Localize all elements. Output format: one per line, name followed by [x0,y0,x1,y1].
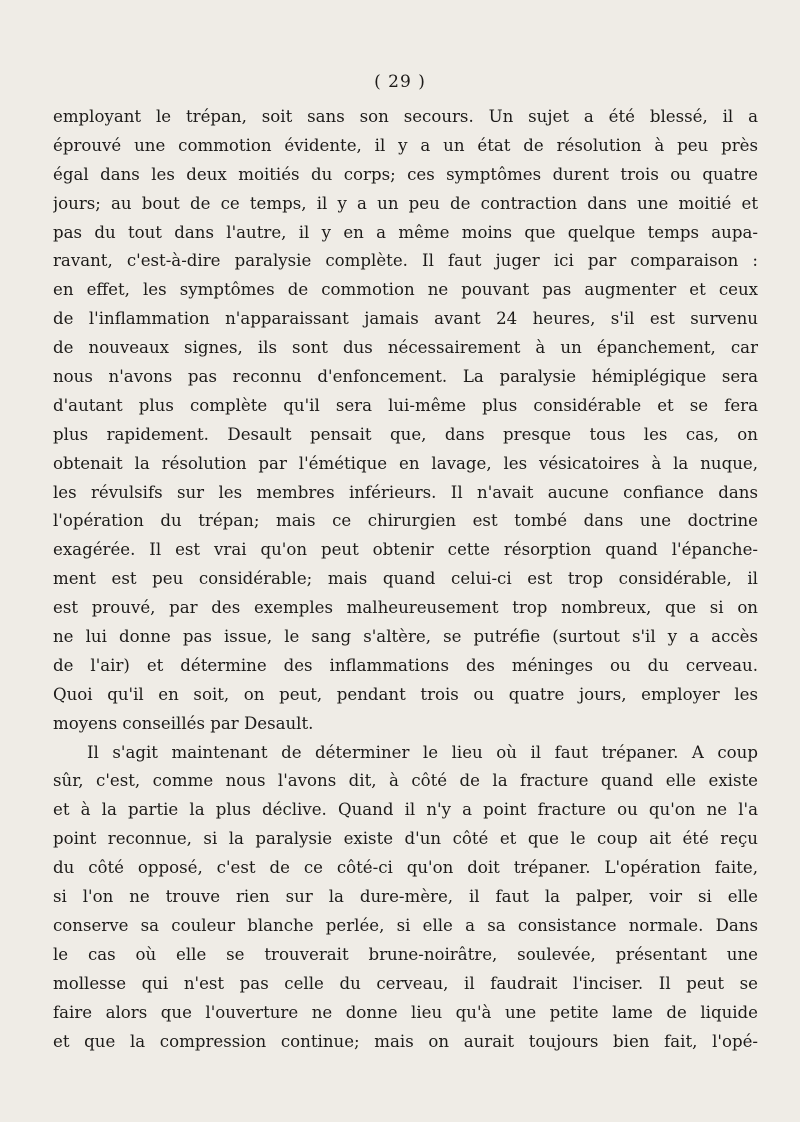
text-line: l'opération du trépan; mais ce chirurgien est tombé dans une doctrine [53,511,758,531]
text-line: exagérée. Il est vrai qu'on peut obtenir cette résorption quand l'épanche- [53,540,758,560]
text-line: obtenait la résolution par l'émétique en lavage, les vésicatoires à la nuque, [53,453,758,473]
text-line: de l'air) et détermine des inflammations des méninges ou du cerveau. [53,655,758,675]
text-line: éprouvé une commotion évidente, il y a un état de résolution à peu près [53,135,758,155]
text-line: et à la partie la plus déclive. Quand il n'y a point fracture ou qu'on ne l'a [53,800,758,820]
text-line: plus rapidement. Desault pensait que, dans presque tous les cas, on [53,424,758,444]
body-text [53,103,758,1056]
text-line: sûr, c'est, comme nous l'avons dit, à côté de la fracture quand elle existe [53,771,758,791]
text-line: et que la compression continue; mais on aurait toujours bien fait, l'opé- [53,1031,758,1051]
page-number: ( 29 ) [374,72,426,92]
text-line: ment est peu considérable; mais quand celui-ci est trop considérable, il [53,569,758,589]
text-line: employant le trépan, soit sans son secours. Un sujet a été blessé, il a [53,107,758,126]
text-line: pas du tout dans l'autre, il y en a même moins que quelque temps aupa- [53,222,758,242]
text-line: de l'inflammation n'apparaissant jamais avant 24 heures, s'il est survenu [53,309,758,329]
text-line: égal dans les deux moitiés du corps; ces symptômes durent trois ou quatre [53,164,758,184]
text-line: ne lui donne pas issue, le sang s'altère, se putréfie (surtout s'il y a accès [53,627,758,647]
text-line: de nouveaux signes, ils sont dus nécessairement à un épanchement, car [53,338,758,358]
text-line: moyens conseillés par Desault. [53,713,314,733]
text-line: d'autant plus complète qu'il sera lui-même plus considérable et se fera [53,395,758,415]
text-line: les révulsifs sur les membres inférieurs. Il n'avait aucune confiance dans [53,482,758,502]
text-line: conserve sa couleur blanche perlée, si elle a sa consistance normale. Dans [53,915,758,935]
text-line: du côté opposé, c'est de ce côté-ci qu'on doit trépaner. L'opération faite, [53,858,758,878]
text-line: en effet, les symptômes de commotion ne pouvant pas augmenter et ceux [53,280,758,300]
text-line: si l'on ne trouve rien sur la dure-mère, il faut la palper, voir si elle [53,887,758,907]
text-line: jours; au bout de ce temps, il y a un peu de contraction dans une moitié et [53,193,758,213]
text-line: faire alors que l'ouverture ne donne lieu qu'à une petite lame de liquide [53,1002,758,1022]
text-line: est prouvé, par des exemples malheureusement trop nombreux, que si on [53,598,758,618]
text-line: Quoi qu'il en soit, on peut, pendant trois ou quatre jours, employer les [53,684,758,704]
text-line: point reconnue, si la paralysie existe d'un côté et que le coup ait été reçu [53,829,758,849]
text-line: mollesse qui n'est pas celle du cerveau, il faudrait l'inciser. Il peut se [53,973,758,993]
text-line: Il s'agit maintenant de déterminer le lieu où il faut trépaner. A coup [87,742,758,762]
text-line: ravant, c'est-à-dire paralysie complète. Il faut juger ici par comparaison : [53,251,758,271]
text-line: le cas où elle se trouverait brune-noirâtre, soulevée, présentant une [53,944,758,964]
text-line: nous n'avons pas reconnu d'enfoncement. La paralysie hémiplégique sera [53,367,758,387]
